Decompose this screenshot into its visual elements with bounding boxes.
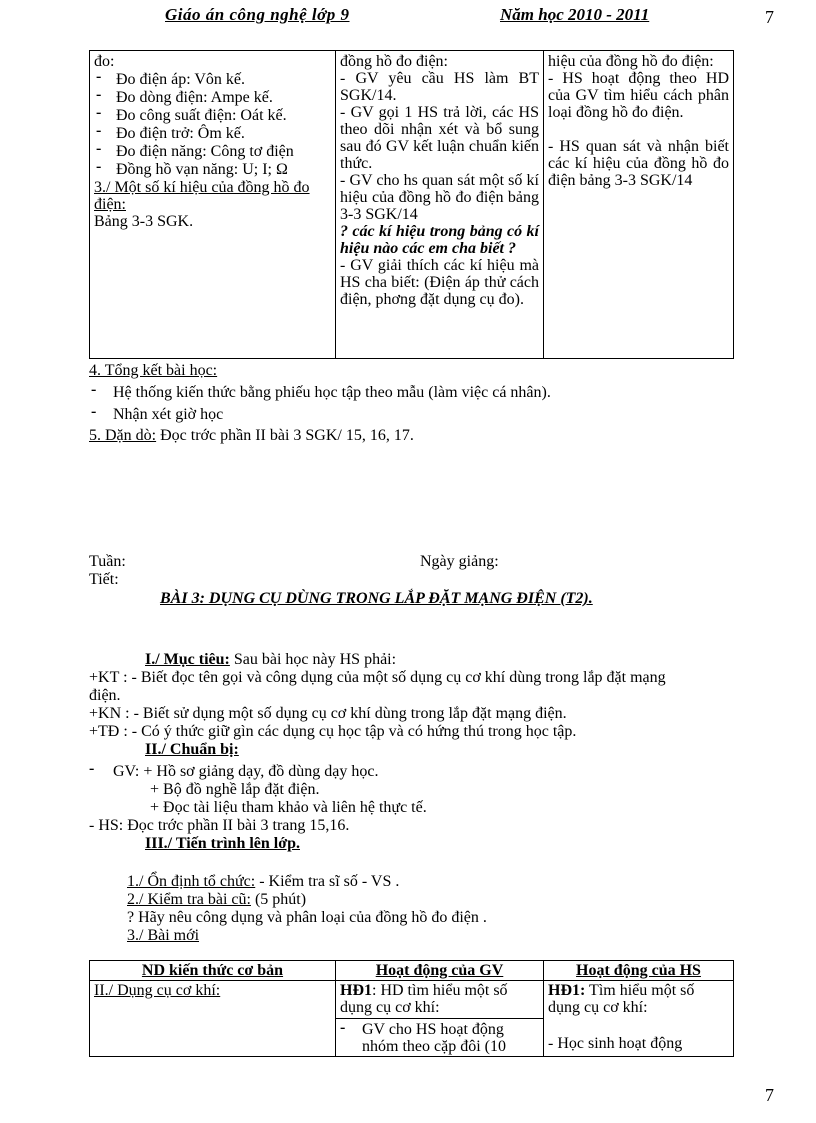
student-cell: HĐ1: Tìm hiểu một số dụng cụ cơ khí: - Học sinh hoạt động bbox=[544, 981, 734, 1057]
header-title: Giáo án công nghệ lớp 9 bbox=[165, 5, 350, 24]
intro-text: đo: bbox=[94, 53, 115, 70]
prep-gv-item: + Đọc tài liệu tham khảo và liên hệ thực tế. bbox=[150, 799, 427, 816]
hs-text: - HS hoạt động theo HD của GV tìm hiểu cách phân loại đồng hồ đo điện. bbox=[548, 70, 729, 121]
header-content: ND kiến thức cơ bản bbox=[90, 961, 336, 981]
teacher-activity-column bbox=[336, 51, 544, 359]
content-cell: II./ Dụng cụ cơ khí: bbox=[90, 981, 336, 1057]
lesson-title: BÀI 3: DỤNG CỤ DÙNG TRONG LẮP ĐẶT MẠNG ĐIỆN (T2). bbox=[160, 590, 593, 607]
step-1: 1./ Ổn định tổ chức: - Kiểm tra sĩ số - VS . bbox=[127, 873, 400, 890]
prep-heading: II./ Chuẩn bị: bbox=[145, 741, 239, 758]
lesson-table-continued bbox=[89, 50, 734, 359]
teacher-cell: HĐ1: HD tìm hiểu một số dụng cụ cơ khí: - GV cho HS hoạt động nhóm theo cặp đôi (10 bbox=[336, 981, 544, 1057]
question-text: ? các kí hiệu trong bảng có kí hiệu nào các em cha biết ? bbox=[340, 223, 539, 257]
header-student: Hoạt động của HS bbox=[544, 961, 734, 981]
student-activity-column bbox=[544, 51, 734, 359]
page-number-top: 7 bbox=[765, 7, 774, 27]
page-number-bottom: 7 bbox=[765, 1085, 774, 1105]
objective-kn: +KN : - Biết sử dụng một số dụng cụ cơ khí dùng trong lắp đặt mạng điện. bbox=[89, 705, 567, 722]
period-label: Tiết: bbox=[89, 571, 119, 588]
list-item: - Đo điện năng: Công tơ điện bbox=[94, 143, 331, 160]
section-5: 5. Dặn dò: Đọc trớc phần II bài 3 SGK/ 15, 16, 17. bbox=[89, 427, 414, 444]
section-3-body: Bảng 3-3 SGK. bbox=[94, 213, 194, 230]
step-2-question: ? Hãy nêu công dụng và phân loại của đồng hồ đo điện . bbox=[127, 909, 487, 926]
step-2: 2./ Kiểm tra bài cũ: (5 phút) bbox=[127, 891, 307, 908]
list-item: - Đo công suất điện: Oát kế. bbox=[94, 107, 331, 124]
gv-text: - GV cho hs quan sát một số kí hiệu của đồng hồ đo điện bảng 3-3 SGK/14 bbox=[340, 172, 539, 223]
list-item: - Đo điện trở: Ôm kế. bbox=[94, 125, 331, 142]
list-item: - Đo dòng điện: Ampe kế. bbox=[94, 89, 331, 106]
header-school-year: Năm học 2010 - 2011 bbox=[500, 5, 650, 24]
gv-text: - GV gọi 1 HS trả lời, các HS theo dõi nhận xét và bổ sung sau đó GV kết luận chuẩn kiến thức. bbox=[340, 104, 539, 172]
list-item: - Đồng hồ vạn năng: U; I; Ω bbox=[94, 161, 331, 178]
list-item: - Đo điện áp: Vôn kế. bbox=[94, 71, 331, 88]
gv-text: - GV giải thích các kí hiệu mà HS cha biết: (Điện áp thử cách điện, phơng đặt dụng cụ đo). bbox=[340, 257, 539, 308]
content-column bbox=[90, 51, 336, 359]
section-4-item: - Nhận xét giờ học bbox=[91, 403, 224, 423]
section-4-item: - Hệ thống kiến thức bằng phiếu học tập theo mẫu (làm việc cá nhân). bbox=[91, 381, 551, 401]
teaching-date-label: Ngày giảng: bbox=[420, 553, 499, 570]
prep-gv-item: + Bộ đồ nghề lắp đặt điện. bbox=[150, 781, 320, 798]
gv-text: đồng hồ đo điện: bbox=[340, 53, 448, 70]
new-lesson-table bbox=[89, 960, 734, 1057]
hs-text: hiệu của đồng hồ đo điện: bbox=[548, 53, 714, 70]
week-label: Tuần: bbox=[89, 553, 126, 570]
objective-td: +TĐ : - Có ý thức giữ gìn các dụng cụ học tập và có hứng thú trong học tập. bbox=[89, 723, 577, 740]
process-heading: III./ Tiến trình lên lớp. bbox=[145, 835, 300, 852]
hs-text: - HS quan sát và nhận biết các kí hiệu của đồng hồ đo điện bảng 3-3 SGK/14 bbox=[548, 138, 729, 189]
objective-kt-cont: điện. bbox=[89, 687, 121, 704]
objective-kt: +KT : - Biết đọc tên gọi và công dụng của một số dụng cụ cơ khí dùng trong lắp đặt mạng bbox=[89, 669, 666, 686]
prep-hs: - HS: Đọc trớc phần II bài 3 trang 15,16. bbox=[89, 817, 350, 834]
objectives-heading: I./ Mục tiêu: Sau bài học này HS phải: bbox=[145, 651, 397, 668]
section-3-title: 3./ Một số kí hiệu của đồng hồ đo điện: bbox=[94, 179, 310, 213]
gv-text: - GV yêu cầu HS làm BT SGK/14. bbox=[340, 70, 539, 104]
prep-gv: - GV: + Hồ sơ giảng dạy, đồ dùng dạy học. bbox=[89, 760, 379, 780]
section-4-title: 4. Tổng kết bài học: bbox=[89, 362, 218, 379]
header-teacher: Hoạt động của GV bbox=[336, 961, 544, 981]
step-3: 3./ Bài mới bbox=[127, 927, 200, 944]
